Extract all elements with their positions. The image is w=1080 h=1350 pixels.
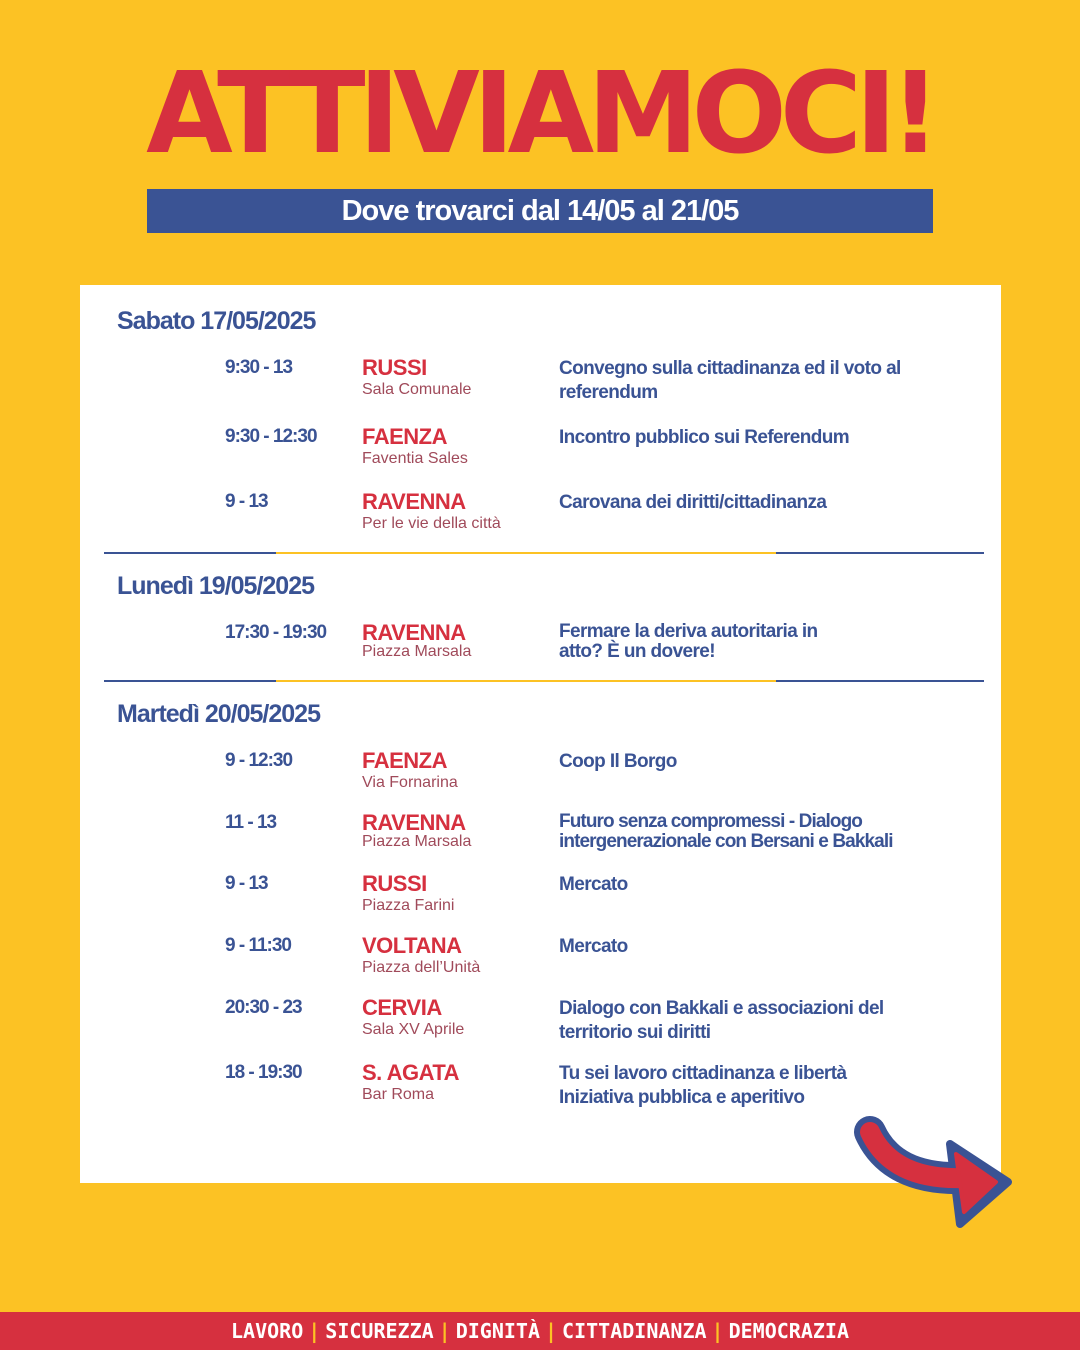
event-time: 9:30 - 12:30 <box>225 426 317 447</box>
footer-separator: | <box>308 1319 321 1343</box>
event-city: RUSSI <box>362 871 427 896</box>
event-city: RUSSI <box>362 355 427 380</box>
event-venue: Piazza Marsala <box>362 833 472 850</box>
event-description: Dialogo con Bakkali e associazioni del territorio sui diritti <box>559 998 884 1043</box>
event-description: Tu sei lavoro cittadinanza e libertà Iniziativa pubblica e aperitivo <box>559 1063 847 1108</box>
footer-separator: | <box>438 1319 451 1343</box>
schedule-card <box>80 285 1001 1183</box>
event-time: 20:30 - 23 <box>225 997 302 1018</box>
event-description: Convegno sulla cittadinanza ed il voto al referendum <box>559 358 901 403</box>
footer-item: DEMOCRAZIA <box>728 1319 850 1343</box>
event-description: Mercato <box>559 936 628 957</box>
event-time: 18 - 19:30 <box>225 1062 302 1083</box>
event-city: FAENZA <box>362 424 447 449</box>
event-venue: Piazza dell’Unità <box>362 959 481 976</box>
day-heading-sabato: Sabato 17/05/2025 <box>117 307 316 335</box>
event-venue: Via Fornarina <box>362 774 458 791</box>
event-venue: Sala XV Aprile <box>362 1021 465 1038</box>
event-city: RAVENNA <box>362 620 466 645</box>
event-city: RAVENNA <box>362 810 466 835</box>
event-time: 11 - 13 <box>225 812 277 833</box>
event-city: RAVENNA <box>362 489 466 514</box>
event-city: VOLTANA <box>362 933 462 958</box>
event-city: FAENZA <box>362 748 447 773</box>
page-title: ATTIVIAMOCI! <box>146 49 934 179</box>
event-venue: Piazza Farini <box>362 897 455 914</box>
event-time: 9 - 13 <box>225 491 268 512</box>
event-time: 9 - 11:30 <box>225 935 291 956</box>
event-time: 9 - 12:30 <box>225 750 293 771</box>
event-venue: Faventia Sales <box>362 450 468 467</box>
day-heading-martedi: Martedì 20/05/2025 <box>117 700 320 728</box>
values-footer <box>0 1312 1080 1350</box>
section-divider <box>104 552 984 554</box>
event-venue: Bar Roma <box>362 1086 435 1103</box>
event-venue: Sala Comunale <box>362 381 472 398</box>
event-description: Mercato <box>559 874 628 895</box>
event-time: 9 - 13 <box>225 873 268 894</box>
footer-item: LAVORO <box>230 1319 304 1343</box>
day-heading-lunedi: Lunedì 19/05/2025 <box>117 572 315 600</box>
event-time: 9:30 - 13 <box>225 357 293 378</box>
event-description: Incontro pubblico sui Referendum <box>559 427 850 448</box>
footer-item: DIGNITÀ <box>455 1319 540 1343</box>
event-city: CERVIA <box>362 995 442 1020</box>
section-divider <box>104 680 984 682</box>
event-description: Carovana dei diritti/cittadinanza <box>559 492 827 513</box>
footer-item: SICUREZZA <box>325 1319 434 1343</box>
footer-separator: | <box>711 1319 724 1343</box>
event-description: Fermare la deriva autoritaria in atto? È un dovere! <box>559 621 818 662</box>
event-venue: Piazza Marsala <box>362 643 472 660</box>
event-venue: Per le vie della città <box>362 515 501 532</box>
event-city: S. AGATA <box>362 1060 460 1085</box>
footer-separator: | <box>545 1319 558 1343</box>
event-time: 17:30 - 19:30 <box>225 622 327 643</box>
date-range-banner: Dove trovarci dal 14/05 al 21/05 <box>147 189 933 233</box>
curved-arrow-right-icon <box>852 1110 1022 1240</box>
footer-item: CITTADINANZA <box>562 1319 707 1343</box>
event-description: Coop Il Borgo <box>559 751 677 772</box>
event-description: Futuro senza compromessi - Dialogo intergenerazionale con Bersani e Bakkali <box>559 811 893 852</box>
